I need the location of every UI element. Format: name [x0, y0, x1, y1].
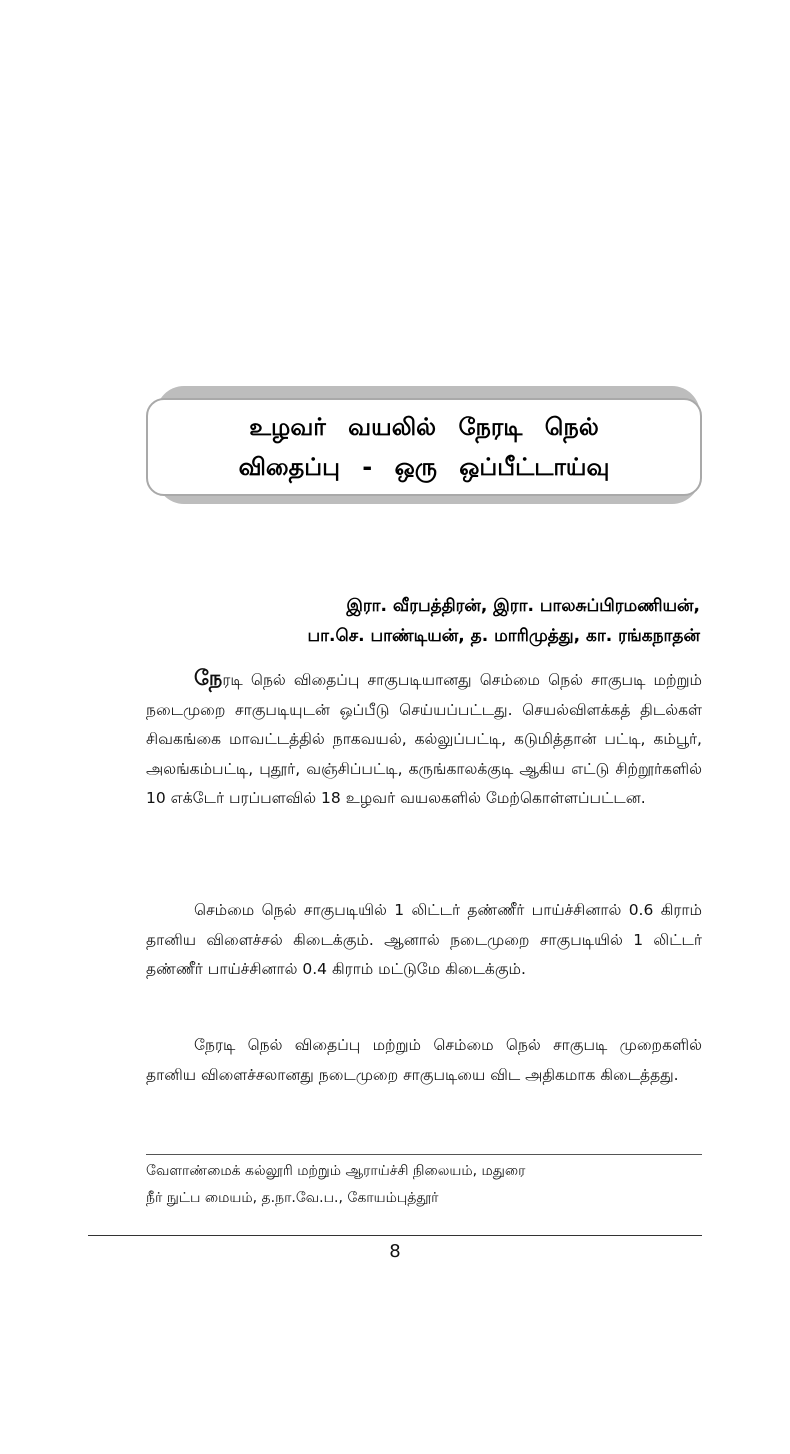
footer-divider — [88, 1235, 702, 1236]
article-title-line-2: விதைப்பு - ஒரு ஒப்பீட்டாய்வு — [238, 453, 610, 481]
footnote-divider — [146, 1154, 702, 1155]
article-title-line-1: உழவர் வயலில் நேரடி நெல் — [249, 413, 599, 441]
paragraph-2 — [146, 896, 702, 985]
page-number: 8 — [389, 1241, 401, 1262]
title-box — [146, 398, 702, 496]
authors-line-1: இரா. வீரபத்திரன், இரா. பாலசுப்பிரமணியன், — [346, 596, 700, 616]
affiliation-line-2: நீர் நுட்ப மையம், த.நா.வே.ப., கோயம்புத்தூர் — [146, 1190, 439, 1206]
paragraph-1 — [146, 664, 702, 814]
paragraph-1-dropcap: நே — [194, 666, 223, 690]
paragraph-2-text: செம்மை நெல் சாகுபடியில் 1 லிட்டர் தண்ணீர் பாய்ச்சினால் 0.6 கிராம் தானிய விளைச்சல் கிடைக்கும். ஆனால் நடைமுறை சாகுபடியில் 1 லிட்டர் தண்ணீர் பாய்ச்சினால் 0.4 கிராம் மட்டுமே கிடைக்கும். — [146, 901, 702, 978]
authors-line-2: பா.செ. பாண்டியன், த. மாரிமுத்து, கா. ரங்கநாதன் — [307, 626, 700, 646]
title-banner — [146, 386, 704, 510]
paragraph-3 — [146, 1031, 702, 1090]
affiliation-line-1: வேளாண்மைக் கல்லூரி மற்றும் ஆராய்ச்சி நிலையம், மதுரை — [146, 1163, 526, 1179]
paragraph-1-text: ரடி நெல் விதைப்பு சாகுபடியானது செம்மை நெல் சாகுபடி மற்றும் நடைமுறை சாகுபடியுடன் ஒப்பீடு செய்யப்பட்டது. செயல்விளக்கத் திடல்கள் சிவகங்கை மாவட்டத்தில் நாகவயல், கல்லுப்பட்டி, கடுமித்தான் பட்டி, கம்பூர், அலங்கம்பட்டி, புதூர், வஞ்சிப்பட்டி, கருங்காலக்குடி ஆகிய எட்டு சிற்றூர்களில் 10 எக்டேர் பரப்பளவில் 18 உழவர் வயலகளில் மேற்கொள்ளப்பட்டன. — [146, 671, 702, 807]
paragraph-3-text: நேரடி நெல் விதைப்பு மற்றும் செம்மை நெல் சாகுபடி முறைகளில் தானிய விளைச்சலானது நடைமுறை சாகுபடியை விட அதிகமாக கிடைத்தது. — [146, 1036, 702, 1084]
